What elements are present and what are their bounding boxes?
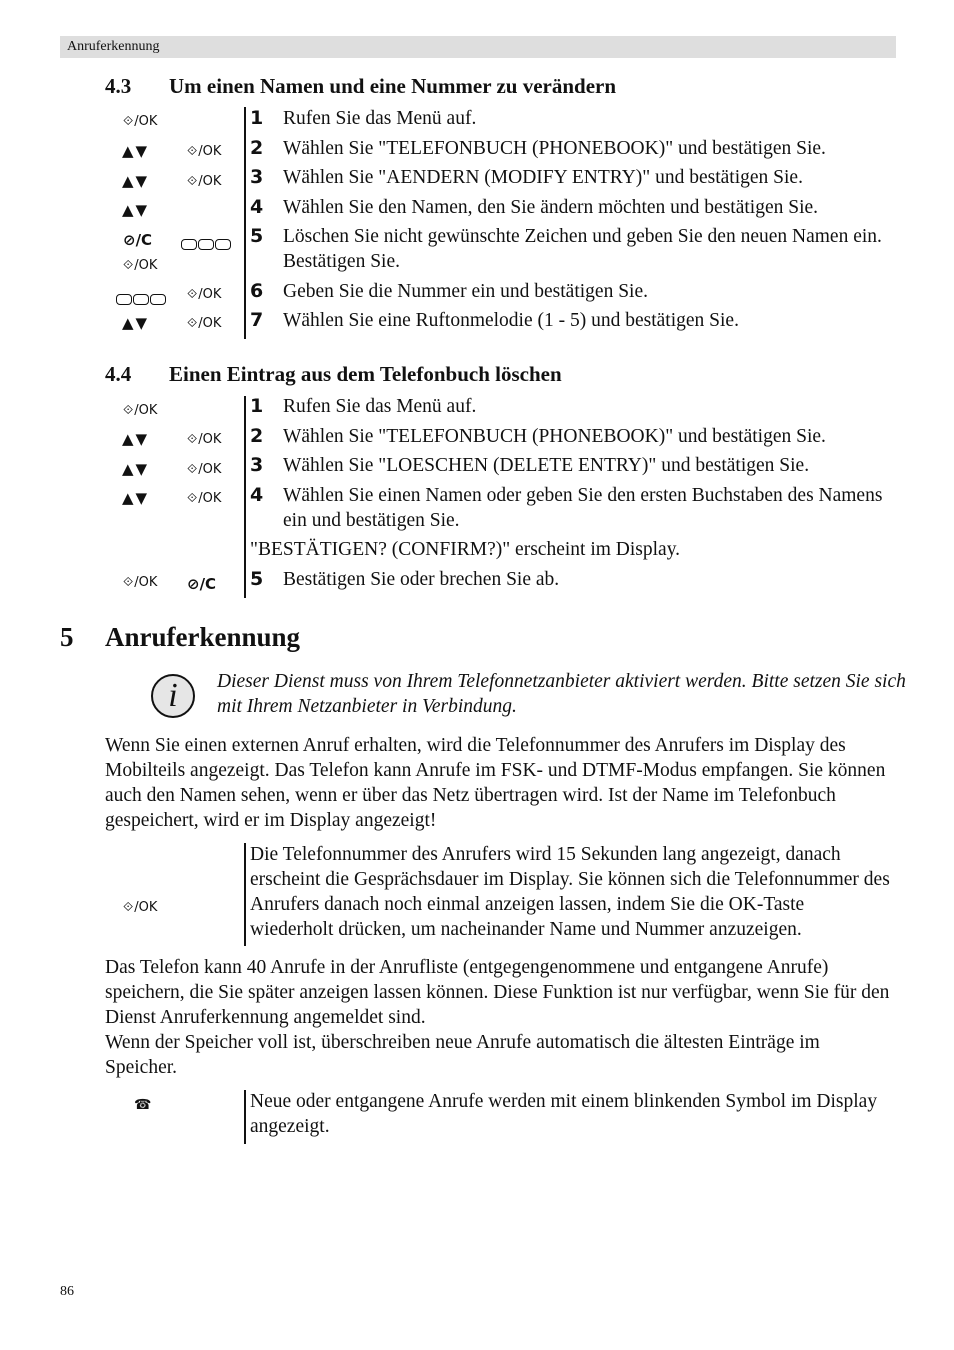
ok-key-icon: ⟐/OK xyxy=(187,287,222,302)
ok-key-icon: ⟐/OK xyxy=(123,403,158,418)
chapter-number: 5 xyxy=(60,622,74,652)
body-paragraph: Das Telefon kann 40 Anrufe in der Anrufliste (entgegengenommene und entgangene Anrufe) speichern, die Sie später anzeigen lassen können. Diese Funktion ist nur verfügbar, wenn Sie für den Dienst Anruferkennung angemeldet sind. xyxy=(105,957,890,1028)
step-item: 5 Bestätigen Sie oder brechen Sie ab. xyxy=(250,568,560,590)
step-divider xyxy=(244,396,246,598)
up-down-keys-icon: ▲▼ xyxy=(122,142,150,160)
confirm-message: "BESTÄTIGEN? (CONFIRM?)" erscheint im Display. xyxy=(250,539,681,560)
clear-key-icon: ⊘/C xyxy=(187,575,217,593)
step-item: 7 Wählen Sie eine Ruftonmelodie (1 - 5) und bestätigen Sie. xyxy=(250,309,739,331)
ok-key-icon: ⟐/OK xyxy=(123,900,158,915)
running-header-title: Anruferkennung xyxy=(67,39,160,54)
ok-key-icon: ⟐/OK xyxy=(187,174,222,189)
section-title-text: Einen Eintrag aus dem Telefonbuch löschen xyxy=(169,362,562,386)
keypad-icon xyxy=(181,234,232,253)
step-divider xyxy=(244,1090,246,1144)
info-note: Dieser Dienst muss von Ihrem Telefonnetzanbieter aktiviert werden. Bitte setzen Sie sich mit Ihrem Netzanbieter in Verbindung. xyxy=(217,671,906,717)
ok-key-icon: ⟐/OK xyxy=(187,462,222,477)
body-paragraph: Wenn Sie einen externen Anruf erhalten, wird die Telefonnummer des Anrufers im Display des Mobilteils angezeigt. Das Telefon kann Anrufe im FSK- und DTMF-Modus empfangen. Sie können auch den Namen sehen, wenn er über das Netz übertragen wird. Ist der Name im Telefonbuch gespeichert, wird er im Display angezeigt! xyxy=(105,735,886,831)
step-item: 3 Wählen Sie "AENDERN (MODIFY ENTRY)" und bestätigen Sie. xyxy=(250,166,803,188)
section-4-4-title xyxy=(105,362,562,387)
step-item: 5 Löschen Sie nicht gewünschte Zeichen und geben Sie den neuen Namen ein. Bestätigen Sie. xyxy=(250,225,882,272)
ok-key-icon: ⟐/OK xyxy=(187,144,222,159)
step-item: 2 Wählen Sie "TELEFONBUCH (PHONEBOOK)" und bestätigen Sie. xyxy=(250,425,826,447)
step-divider xyxy=(244,107,246,339)
step-item: 4 Wählen Sie den Namen, den Sie ändern möchten und bestätigen Sie. xyxy=(250,196,819,218)
section-4-3-title xyxy=(105,74,616,99)
step-item: 6 Geben Sie die Nummer ein und bestätigen Sie. xyxy=(250,280,648,302)
clear-key-icon: ⊘/C xyxy=(123,231,153,249)
up-down-keys-icon: ▲▼ xyxy=(122,314,150,332)
section-title-text: Um einen Namen und eine Nummer zu verändern xyxy=(169,74,617,98)
step-item: 4 Wählen Sie einen Namen oder geben Sie den ersten Buchstaben des Namens ein und bestätigen Sie. xyxy=(250,484,883,531)
up-down-keys-icon: ▲▼ xyxy=(122,430,150,448)
ok-key-icon: ⟐/OK xyxy=(187,432,222,447)
ok-key-icon: ⟐/OK xyxy=(123,258,158,273)
ok-key-icon: ⟐/OK xyxy=(187,491,222,506)
ok-key-icon: ⟐/OK xyxy=(187,316,222,331)
missed-call-description: Neue oder entgangene Anrufe werden mit einem blinkenden Symbol im Display angezeigt. xyxy=(250,1091,878,1137)
up-down-keys-icon: ▲▼ xyxy=(122,460,150,478)
running-header xyxy=(60,36,896,58)
body-paragraph: Wenn der Speicher voll ist, überschreiben neue Anrufe automatisch die ältesten Einträge im Speicher. xyxy=(105,1032,820,1078)
section-number: 4.4 xyxy=(105,362,132,386)
step-divider xyxy=(244,843,246,946)
ok-key-icon: ⟐/OK xyxy=(123,575,158,590)
ok-key-icon: ⟐/OK xyxy=(123,114,158,129)
step-item: 2 Wählen Sie "TELEFONBUCH (PHONEBOOK)" und bestätigen Sie. xyxy=(250,137,826,159)
step-item: 3 Wählen Sie "LOESCHEN (DELETE ENTRY)" und bestätigen Sie. xyxy=(250,454,810,476)
step-item: 1 Rufen Sie das Menü auf. xyxy=(250,107,477,129)
step-item: 1 Rufen Sie das Menü auf. xyxy=(250,395,477,417)
chapter-title-text: Anruferkennung xyxy=(105,622,301,652)
page-number: 86 xyxy=(60,1284,74,1299)
ok-key-description: Die Telefonnummer des Anrufers wird 15 Sekunden lang angezeigt, danach erscheint die Gesprächsdauer im Display. Sie können sich die Telefonnummer des Anrufers danach noch einmal anzeigen lassen, indem Sie die OK-Taste wiederholt drücken, um nacheinander Name und Nummer anzuzeigen. xyxy=(250,844,890,940)
up-down-keys-icon: ▲▼ xyxy=(122,172,150,190)
phone-icon: ☎ xyxy=(134,1097,152,1113)
chapter-title xyxy=(60,622,300,653)
info-icon: i xyxy=(151,674,195,718)
up-down-keys-icon: ▲▼ xyxy=(122,201,150,219)
keypad-icon xyxy=(116,289,167,308)
up-down-keys-icon: ▲▼ xyxy=(122,489,150,507)
section-number: 4.3 xyxy=(105,74,132,98)
